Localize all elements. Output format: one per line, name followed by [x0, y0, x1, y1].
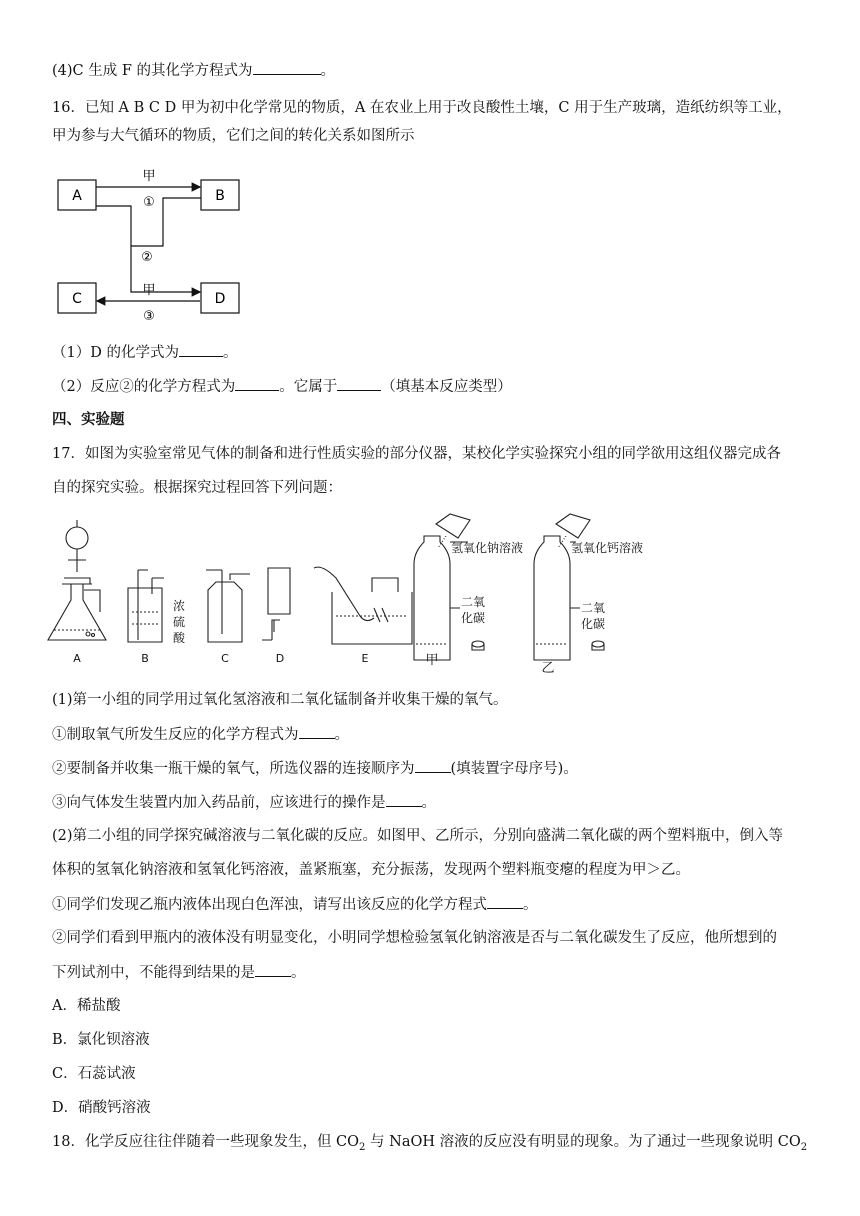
box-a-label: A: [72, 188, 82, 204]
apparatus-e: [314, 567, 412, 644]
answer-blank: [235, 376, 279, 391]
jia-co2-1: 二氧: [461, 595, 486, 609]
q16-stem-line2: 甲为参与大气循环的物质，它们之间的转化关系如图所示: [52, 128, 415, 144]
apparatus-c: [206, 570, 250, 642]
box-c-label: C: [72, 291, 82, 307]
reactant-jia-bottom: 甲: [142, 283, 156, 298]
answer-blank: [253, 60, 321, 75]
label-e: E: [361, 652, 369, 665]
q16-transformation-diagram: [55, 160, 255, 320]
q16-stem-line1: 16．已知 A B C D 甲为初中化学常见的物质，A 在农业上用于改良酸性土壤，C 用于生产玻璃，造纸纺织等工业，: [52, 100, 792, 116]
label-yi: 乙: [541, 661, 555, 674]
section-heading-experiment: 四、实验题: [52, 412, 125, 428]
option-c: C．石蕊试液: [52, 1066, 136, 1082]
q17-part2-line1: (2)第二小组的同学探究碱溶液与二氧化碳的反应。如图甲、乙所示，分别向盛满二氧化碳的两个塑料瓶中，倒入等: [52, 828, 784, 844]
answer-blank: [415, 758, 451, 773]
option-d: D．硝酸钙溶液: [52, 1100, 151, 1116]
bottle-jia: [414, 514, 484, 660]
b-side-3: 酸: [173, 631, 186, 645]
jia-solution-label: 氢氧化钠溶液: [451, 541, 524, 555]
b-side-2: 硫: [173, 615, 186, 629]
q18-stem-line1: 18．化学反应往往伴随着一些现象发生，但 $CO_2$ 与 NaOH 溶液的反应没有明显的现象。为了通过一些现象说明 $CO_2$: [52, 1134, 808, 1153]
q17-stem-line1: 17．如图为实验室常见气体的制备和进行性质实验的部分仪器，某校化学实验探究小组的同学欲用这组仪器完成各: [52, 446, 781, 462]
jia-co2-2: 化碳: [461, 611, 486, 625]
q17-part2-1-line: ①同学们发现乙瓶内液体出现白色浑浊，请写出该反应的化学方程式 。: [52, 894, 538, 915]
box-b-label: B: [215, 188, 225, 204]
answer-blank: [487, 894, 523, 909]
reaction-3-label: ③: [143, 309, 155, 320]
label-a: A: [73, 652, 81, 665]
answer-blank: [386, 792, 422, 807]
q16-sub1-line: （1）D 的化学式为 。: [52, 342, 237, 363]
answer-blank: [179, 342, 223, 357]
box-a: [58, 180, 96, 210]
box-d-label: D: [214, 291, 226, 307]
q17-part1-line: (1)第一小组的同学用过氧化氢溶液和二氧化锰制备并收集干燥的氧气。: [52, 692, 508, 708]
box-c: [58, 283, 96, 313]
q17-part2-2-line2: 下列试剂中，不能得到结果的是 。: [52, 962, 306, 983]
reaction-1-label: ①: [143, 195, 155, 210]
answer-blank: [255, 962, 291, 977]
label-d: D: [275, 652, 285, 665]
label-b: B: [141, 652, 149, 665]
q17-apparatus-figure: [40, 512, 660, 674]
box-b: [201, 180, 239, 210]
apparatus-d: [262, 568, 290, 640]
answer-blank: [299, 724, 335, 739]
apparatus-b: [128, 570, 164, 642]
arrow-a-to-d: [96, 206, 200, 292]
yi-co2-2: 化碳: [581, 617, 606, 631]
q17-part1-2-line: ②要制备并收集一瓶干燥的氧气，所选仪器的连接顺序为 (填装置字母序号)。: [52, 758, 578, 779]
yi-co2-1: 二氧: [581, 601, 606, 615]
option-b: B．氯化钡溶液: [52, 1032, 150, 1048]
q16-sub2-line: （2）反应②的化学方程式为 。它属于 （填基本反应类型）: [52, 376, 512, 397]
label-c: C: [221, 652, 229, 665]
reactant-jia-top: 甲: [142, 169, 156, 184]
apparatus-a: [48, 520, 106, 640]
box-d: [201, 283, 239, 313]
label-jia: 甲: [425, 653, 439, 668]
b-side-1: 浓: [173, 599, 186, 613]
option-a: A．稀盐酸: [52, 998, 121, 1014]
link-b-to-path: [131, 198, 201, 246]
q15-4-line: (4)C 生成 F 的其化学方程式为 。: [52, 60, 335, 81]
q17-part1-1-line: ①制取氧气所发生反应的化学方程式为 。: [52, 724, 349, 745]
q17-part2-2-line1: ②同学们看到甲瓶内的液体没有明显变化，小明同学想检验氢氧化钠溶液是否与二氧化碳发生了反应，他所想到的: [52, 930, 777, 946]
q17-part1-3-line: ③向气体发生装置内加入药品前，应该进行的操作是 。: [52, 792, 436, 813]
yi-solution-label: 氢氧化钙溶液: [571, 541, 644, 555]
q17-stem-line2: 自的探究实验。根据探究过程回答下列问题：: [52, 480, 342, 496]
bottle-yi: [534, 514, 604, 660]
q17-part2-line2: 体积的氢氧化钠溶液和氢氧化钙溶液，盖紧瓶塞，充分振荡，发现两个塑料瓶变瘪的程度为甲＞乙。: [52, 862, 690, 878]
answer-blank: [337, 376, 381, 391]
reaction-2-label: ②: [141, 250, 153, 265]
